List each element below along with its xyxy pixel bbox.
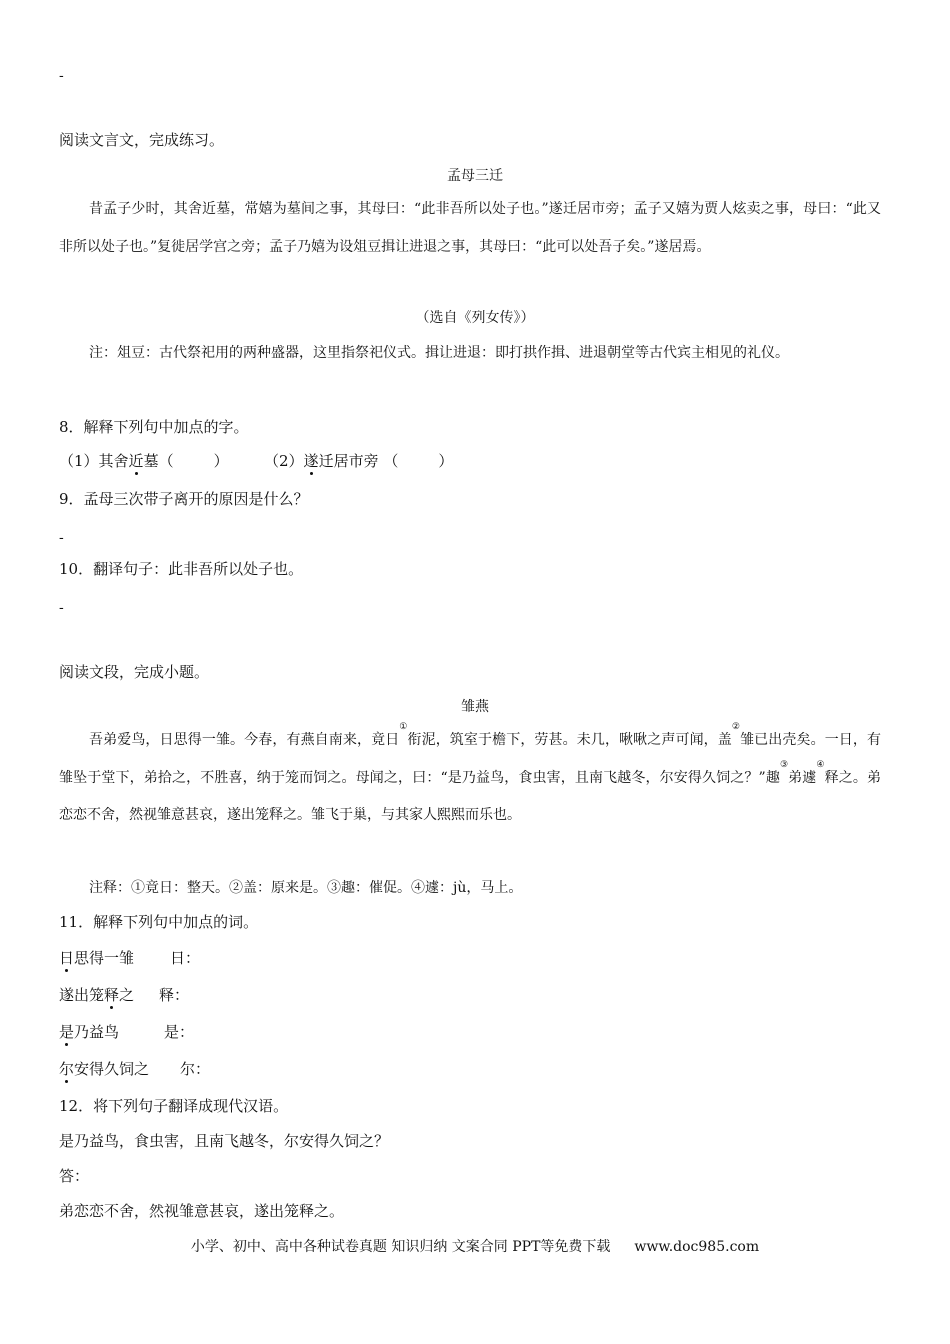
q8-2-suffix: 迁居市旁 （ bbox=[318, 452, 399, 470]
section2-passage bbox=[59, 722, 881, 835]
q11-3-rest: 乃益鸟 bbox=[74, 1023, 120, 1041]
passage-text: 衔泥，筑室于檐下，劳甚。未几，啾啾之声可闻，盖 bbox=[407, 732, 732, 748]
passage-text: 弟遽 bbox=[788, 769, 817, 786]
q8-1-prefix: （1）其舍 bbox=[59, 452, 129, 470]
dotted-char: 释 bbox=[104, 986, 120, 1004]
footnote-mark: ④ bbox=[816, 759, 825, 770]
answer-label: 答： bbox=[59, 1167, 90, 1185]
footer-url[interactable]: www.doc985.com bbox=[634, 1239, 760, 1255]
passage-text: 雏已出壳矣。一日，有雏坠于堂下，弟拾之，不胜喜，纳于笼而饲之。母闻之，曰：“是乃益鸟，食虫害，且南飞越冬，尔安得久饲之？”趣 bbox=[59, 732, 882, 786]
q8-2-close: ） bbox=[438, 452, 454, 470]
q11-item-1-label: 日： bbox=[170, 949, 201, 967]
q11-item-4-label: 尔： bbox=[180, 1060, 211, 1078]
question-10: 10．翻译句子：此非吾所以处子也。 bbox=[59, 560, 304, 578]
q8-2-prefix: （2） bbox=[264, 452, 304, 470]
q11-4-rest: 安得久饲之 bbox=[74, 1060, 150, 1078]
q11-item-2-label: 释： bbox=[159, 986, 190, 1004]
dotted-char: 遂 bbox=[303, 452, 319, 470]
section1-source: （选自《列女传》） bbox=[415, 310, 535, 326]
q11-1-rest: 思得一雏 bbox=[74, 949, 135, 967]
footnote-mark: ② bbox=[731, 722, 741, 732]
question-8-item-1 bbox=[59, 451, 229, 471]
dotted-char: 是 bbox=[59, 1023, 75, 1041]
section1-instruction: 阅读文言文，完成练习。 bbox=[59, 131, 225, 149]
footnote-mark: ③ bbox=[779, 759, 789, 770]
q12-sentence-1: 是乃益鸟，食虫害，且南飞越冬，尔安得久饲之？ bbox=[59, 1132, 390, 1150]
placeholder-mark: - bbox=[59, 600, 64, 616]
q11-item-3 bbox=[59, 1022, 119, 1042]
section2-note: 注释：①竟日：整天。②盖：原来是。③趣：催促。④遽：jù，马上。 bbox=[89, 880, 523, 896]
placeholder-mark: - bbox=[59, 530, 64, 546]
section2-instruction: 阅读文段，完成小题。 bbox=[59, 663, 210, 681]
q12-sentence-2: 弟恋恋不舍，然视雏意甚哀，遂出笼释之。 bbox=[59, 1202, 345, 1220]
dotted-char: 日 bbox=[59, 949, 75, 967]
q11-item-4 bbox=[59, 1059, 149, 1079]
question-8-item-2 bbox=[264, 451, 453, 471]
page-footer bbox=[0, 1237, 950, 1257]
q11-item-1 bbox=[59, 948, 134, 968]
q11-2-pre: 遂出笼 bbox=[59, 986, 105, 1004]
q11-2-post: 之 bbox=[119, 986, 135, 1004]
dotted-char: 尔 bbox=[59, 1060, 75, 1078]
footer-text: 小学、初中、高中各种试卷真题 知识归纳 文案合同 PPT等免费下载 bbox=[190, 1239, 611, 1255]
passage-text: 释之。弟恋恋不舍，然视雏意甚哀，遂出笼释之。雏飞于巢，与其家人熙熙而乐也。 bbox=[59, 769, 882, 823]
q11-item-2 bbox=[59, 985, 134, 1005]
question-11: 11．解释下列句中加点的词。 bbox=[59, 913, 259, 931]
section1-passage: 昔孟子少时，其舍近墓，常嬉为墓间之事，其母曰：“此非吾所以处子也。”遂迁居市旁；孟子又嬉为贾人炫卖之事，母曰：“此又非所以处子也。”复徙居学宫之旁；孟子乃嬉为设俎豆揖让进退之事，其母曰：“此可以处吾子矣。”遂居焉。 bbox=[59, 201, 881, 255]
section1-title: 孟母三迁 bbox=[447, 168, 503, 184]
question-12: 12．将下列句子翻译成现代汉语。 bbox=[59, 1097, 289, 1115]
section2-title: 雏燕 bbox=[461, 699, 489, 715]
q11-item-3-label: 是： bbox=[164, 1023, 195, 1041]
section1-note: 注：俎豆：古代祭祀用的两种盛器，这里指祭祀仪式。揖让进退：即打拱作揖、进退朝堂等古代宾主相见的礼仪。 bbox=[89, 345, 789, 361]
passage-text: 吾弟爱鸟，日思得一雏。今春，有燕自南来，竟日 bbox=[89, 732, 400, 748]
footnote-mark: ① bbox=[399, 722, 408, 732]
q8-1-close: ） bbox=[213, 452, 229, 470]
question-8: 8．解释下列句中加点的字。 bbox=[59, 418, 249, 436]
q8-1-suffix: 墓（ bbox=[143, 452, 174, 470]
placeholder-mark: - bbox=[59, 68, 64, 84]
question-9: 9．孟母三次带子离开的原因是什么？ bbox=[59, 490, 309, 508]
dotted-char: 近 bbox=[128, 452, 144, 470]
